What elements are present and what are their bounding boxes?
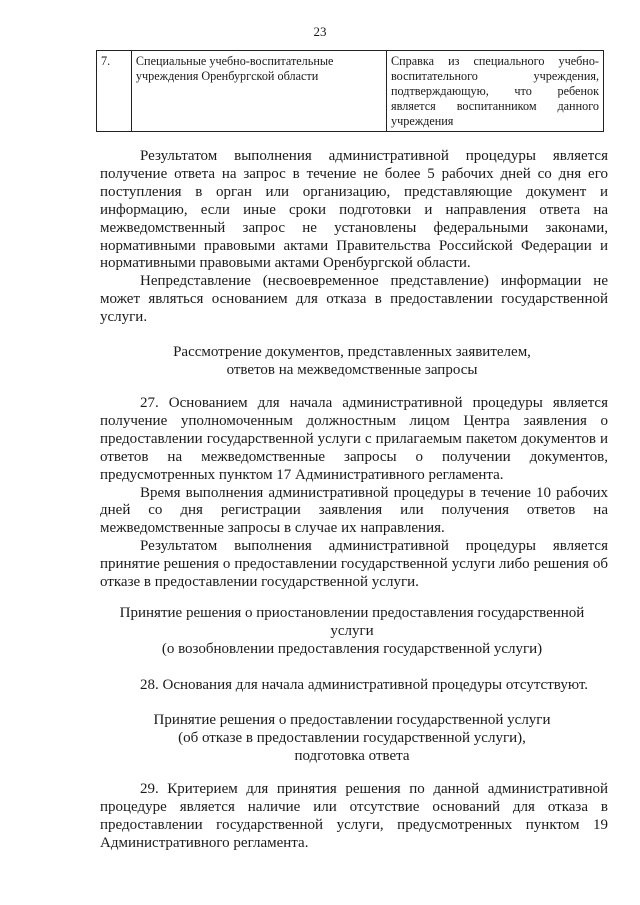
table-cell-institution: Специальные учебно-воспитательные учреждения Оренбургской области bbox=[131, 51, 386, 132]
paragraph: Результатом выполнения административной процедуры является получение ответа на запрос в течение не более 5 рабочих дней со дня его поступления в орган или организацию, представляющие документ и информацию, если иные сроки подготовки и направления ответа на межведомственный запрос не установлены федеральными законами, нормативными правовыми актами Правительства Российской Федерации и нормативными правовыми актами Оренбургской области. bbox=[100, 148, 608, 272]
page-number: 23 bbox=[313, 24, 327, 39]
paragraph: Время выполнения административной процедуры в течение 10 рабочих дней со дня регистрации заявления или получения ответов на межведомственные запросы в случае их направления. bbox=[100, 484, 608, 537]
section-review-block bbox=[100, 395, 608, 592]
heading-line: Рассмотрение документов, представленных заявителем, bbox=[173, 344, 531, 360]
heading-line: Принятие решения о предоставлении государственной услуги bbox=[153, 712, 551, 728]
section-heading bbox=[96, 343, 608, 379]
heading-line: ответов на межведомственные запросы bbox=[226, 362, 478, 378]
paragraph: 29. Критерием для принятия решения по данной административной процедуре является наличие или отсутствие оснований для отказа в предоставлении государственной услуги, предусмотренных пунктом 19 Административного регламента. bbox=[100, 781, 608, 851]
paragraph: 27. Основанием для начала административной процедуры является получение уполномоченным должностным лицом Центра заявления о предоставлении государственной услуги с прилагаемым пакетом документов и ответов на межведомственные запросы о получении документов, предусмотренных пунктом 17 Административного регламента. bbox=[100, 395, 608, 483]
heading-line: подготовка ответа bbox=[294, 748, 410, 764]
heading-line: (об отказе в предоставлении государственной услуги), bbox=[178, 730, 526, 746]
paragraph: Непредставление (несвоевременное представление) информации не может являться основанием для отказа в предоставлении государственной услуги. bbox=[100, 273, 608, 326]
table-cell-number: 7. bbox=[97, 51, 132, 132]
heading-line: услуги bbox=[330, 623, 374, 639]
paragraph: Результатом выполнения административной процедуры является принятие решения о предоставлении государственной услуги либо решения об отказе в предоставлении государственной услуги. bbox=[100, 538, 608, 591]
heading-line: (о возобновлении предоставления государственной услуги) bbox=[161, 641, 543, 657]
section-heading bbox=[96, 604, 608, 658]
section-decision-block bbox=[100, 781, 608, 853]
documents-table bbox=[96, 50, 604, 132]
section-result-block bbox=[100, 148, 608, 327]
paragraph: 28. Основания для начала административной процедуры отсутствуют. bbox=[140, 677, 589, 693]
table-row bbox=[97, 51, 604, 132]
section-suspension-block bbox=[100, 677, 608, 695]
section-heading bbox=[96, 711, 608, 765]
heading-line: Принятие решения о приостановлении предоставления государственной bbox=[119, 605, 585, 621]
table-cell-document: Справка из специального учебно-воспитательного учреждения, подтверждающую, что ребенок является воспитанником данного учреждения bbox=[387, 51, 604, 132]
